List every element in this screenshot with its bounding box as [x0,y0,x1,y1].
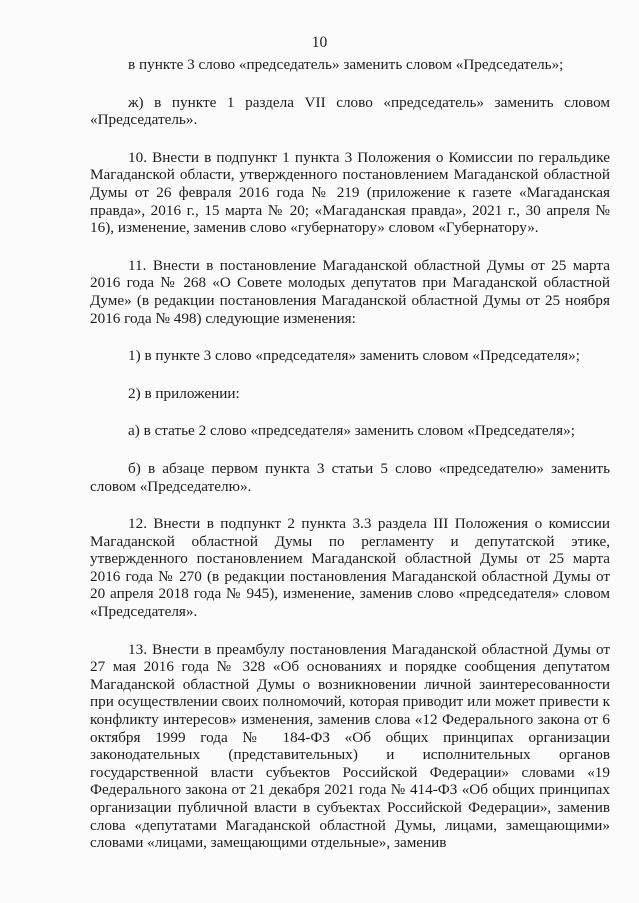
paragraph-item-replacement: в пункте 3 слово «председатель» заменить словом «Председатель»; [128,56,564,73]
page-number: 10 [311,34,328,51]
paragraph-11-item-1: 1) в пункте 3 слово «председателя» заменить словом «Председателя»; [128,347,580,365]
paragraph-12: 12. Внести в подпункт 2 пункта 3.3 раздела III Положения о комиссии Магаданской областной Думы по регламенту и депутатской этике, утвержденного постановлением Магаданской областной Думы от 25 марта 2016 года № 270 (в редакции постановления Магаданской областной Думы от 20 апреля 2018 года № 945), изменение, заменив слово «председателя» словом «Председателя». [90,515,610,621]
paragraph-11-item-a: а) в статье 2 слово «председателя» заменить словом «Председателя»; [128,422,575,440]
document-body [90,56,610,852]
paragraph-11-item-b: б) в абзаце первом пункта 3 статьи 5 слово «председателю» заменить словом «Председателю». [90,459,610,495]
paragraph-11-item-2: 2) в приложении: [128,384,240,402]
paragraph-13: 13. Внести в преамбулу постановления Магаданской областной Думы от 27 мая 2016 года № 328 «Об основаниях и порядке сообщения депутатом Магаданской областной Думы о возникновении личной заинтересованности при осуществлении своих полномочий, которая приводит или может привести к конфликту интересов» изменения, заменив слова «12 Федерального закона от 6 октября 1999 года № 184-ФЗ «Об общих принципах организации законодательных (представительных) и исполнительных органов государственной власти субъектов Российской Федерации» словами «19 Федерального закона от 21 декабря 2021 года № 414-ФЗ «Об общих принципах организации публичной власти в субъектах Российской Федерации», заменив слова «депутатами Магаданской областной Думы, лицами, замещающими» словами «лицами, замещающими отдельные», заменив [90,640,610,852]
paragraph-10: 10. Внести в подпункт 1 пункта 3 Положения о Комиссии по геральдике Магаданской области, утвержденного постановлением Магаданской областной Думы от 26 февраля 2016 года № 219 (приложение к газете «Магаданская правда», 2016 г., 15 марта № 20; «Магаданская правда», 2021 г., 30 апреля № 16), изменение, заменив слово «губернатору» словом «Губернатору». [90,148,610,237]
paragraph-11: 11. Внести в постановление Магаданской областной Думы от 25 марта 2016 года № 268 «О Совете молодых депутатов при Магаданской областной Думе» (в редакции постановления Магаданской областной Думы от 25 ноября 2016 года № 498) следующие изменения: [90,256,610,327]
paragraph-item-zh: ж) в пункте 1 раздела VII слово «председатель» заменить словом «Председатель». [90,93,610,129]
